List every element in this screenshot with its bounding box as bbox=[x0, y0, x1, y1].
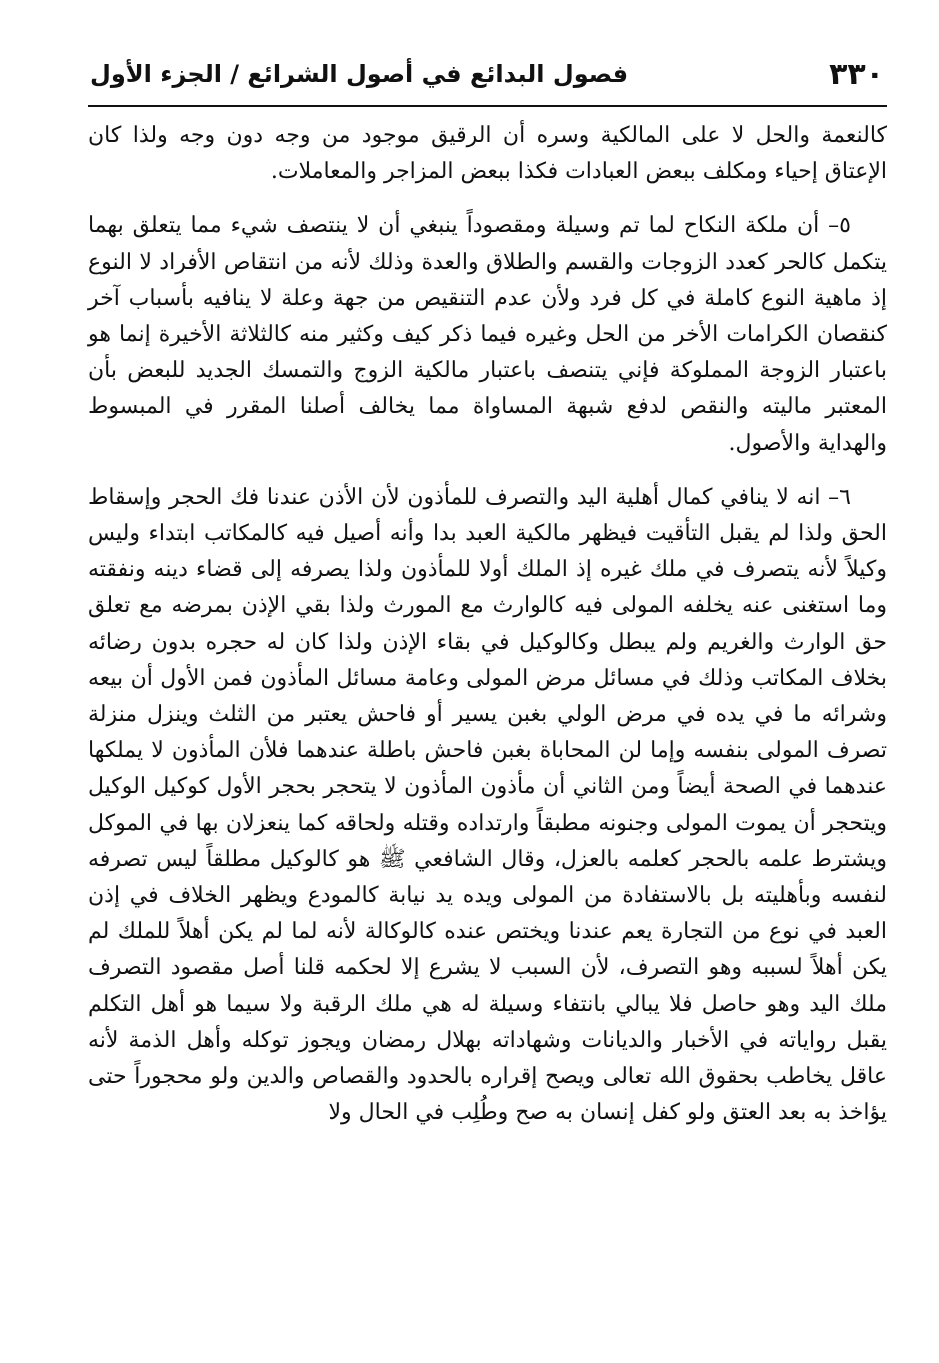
header-divider bbox=[88, 105, 887, 107]
running-title: فصول البدائع في أصول الشرائع / الجزء الأول bbox=[90, 60, 629, 88]
body-text bbox=[88, 118, 887, 1131]
page-header bbox=[90, 48, 884, 100]
paragraph-continuation: كالنعمة والحل لا على المالكية وسره أن الرقيق موجود من وجه دون وجه ولذا كان الإعتاق إحياء ومكلف ببعض العبادات فكذا ببعض المزاجر والمعاملات. bbox=[88, 123, 887, 185]
paragraph-point-6: ٦– انه لا ينافي كمال أهلية اليد والتصرف للمأذون لأن الأذن عندنا فك الحجر وإسقاط الحق ولذا لم يقبل التأقيت فيظهر مالكية العبد بدا وأنه أصيل فيه كالمكاتب ابتداء وليس وكيلاً لأنه يتصرف في ملك غيره إذ الملك أولا للمأذون ولذا يصرفه إلى قضاء دينه ونفقته وما استغنى عنه يخلفه المولى فيه كالوارث مع المورث ولذا بقي الإذن بمرضه مع تعلق حق الوارث والغريم ولم يبطل وكالوكيل في بقاء الإذن ولذا كان له حجره بدون رضائه بخلاف المكاتب وذلك في مسائل مرض المولى وعامة مسائل المأذون فمن الأول أن بيعه وشرائه ما في يده في مرض الولي بغبن يسير أو فاحش يعتبر من الثلث وينزل منزلة تصرف المولى بنفسه وإما لن المحاباة بغبن فاحش باطلة عندهما فلأن المأذون لا يملكها عندهما في الصحة أيضاً ومن الثاني أن مأذون المأذون لا يتحجر بحجر الأول كوكيل الوكيل ويتحجر أن يموت المولى وجنونه مطبقاً وارتداده وقتله ولحاقه كما ينعزلان بها في الموكل ويشترط علمه بالحجر كعلمه بالعزل، وقال الشافعي ﷺ هو كالوكيل مطلقاً ليس تصرفه لنفسه وبأهليته بل بالاستفادة من المولى ويده يد نيابة كالمودع ويظهر الخلاف في إذن العبد في نوع من التجارة يعم عندنا ويختص عنده كالوكالة لأنه لما لم يكن أهلاً للملك لم يكن أهلاً لسببه وهو التصرف، لأن السبب لا يشرع إلا لحكمه قلنا أصل مقصود التصرف ملك اليد وهو حاصل فلا يبالي بانتفاء وسيلة له هي ملك الرقبة ولا سيما هو أهل التكلم يقبل رواياته في الأخبار والديانات وشهاداته بهلال رمضان ويجوز توكله وأهل الذمة لأنه عاقل يخاطب بحقوق الله تعالى ويصح إقراره بالحدود والقصاص والدين ولو محجوراً حتى يؤاخذ به بعد العتق ولو كفل إنسان به صح وطُلِب في الحال ولا bbox=[88, 484, 887, 1126]
paragraph-point-5: ٥– أن ملكة النكاح لما تم وسيلة ومقصوداً ينبغي أن لا ينتصف شيء مما يتعلق بهما يتكمل كالحر كعدد الزوجات والقسم والطلاق والعدة وذلك لأنه من انتقاص الأفراد لا النوع إذ ماهية النوع كاملة في كل فرد ولأن عدم التنقيص من جهة وعلة لا ينافيه بأسباب آخر كنقصان الكرامات الأخر من الحل وغيره فيما ذكر كيف وكثير منه كالثلاثة الأخيرة إنما هو باعتبار الزوجة المملوكة فإني يتنصف باعتبار مالكية الزوج والتمسك الجديد للبعض بأن المعتبر ماليته والنقص لدفع شبهة المساواة مما يخالف أصلنا المقرر في المبسوط والهداية والأصول. bbox=[88, 213, 887, 456]
page-number: ٣٣٠ bbox=[829, 56, 884, 92]
